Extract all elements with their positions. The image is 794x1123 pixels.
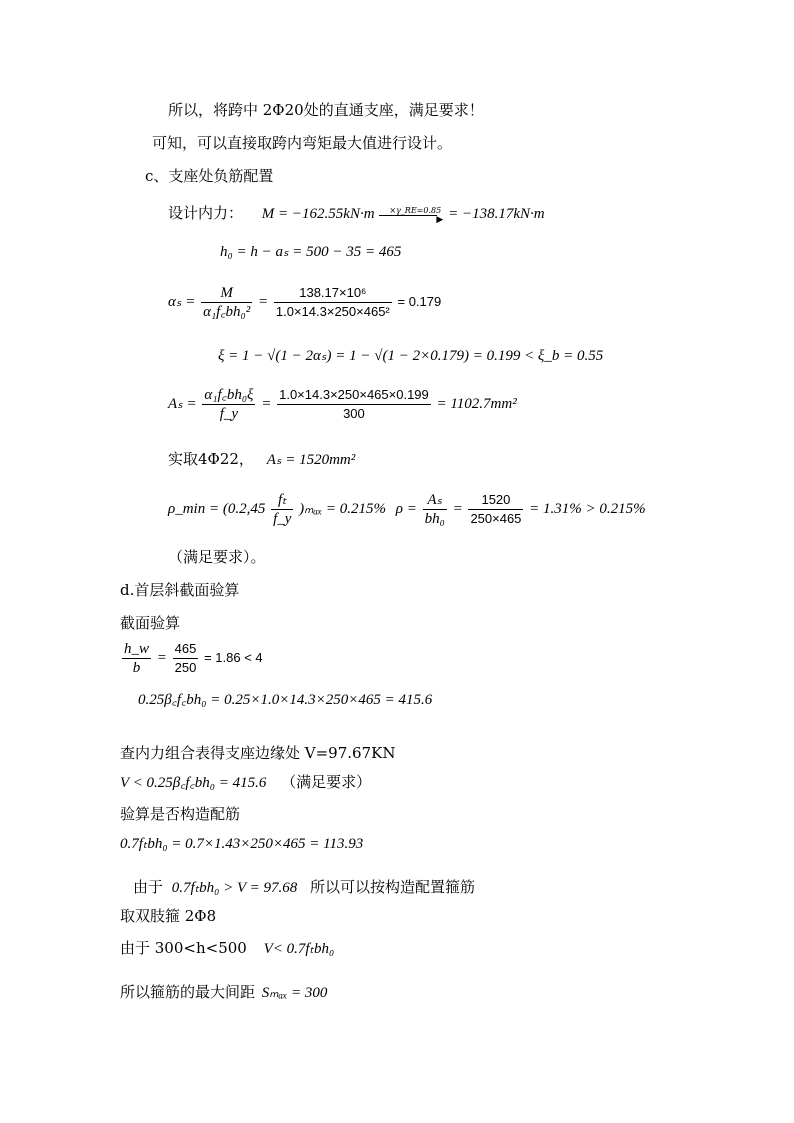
fraction-numerator: 1520 (468, 491, 523, 510)
fraction-numerator: 138.17×10⁶ (274, 284, 392, 303)
fraction-numerator: M (201, 284, 252, 303)
as-lhs: Aₛ = (168, 395, 197, 412)
adopted-rebar-label: 实取4Φ22， (168, 450, 254, 468)
arrow-head-icon: ▶ (436, 215, 444, 225)
fraction-numerator: 1.0×14.3×250×465×0.199 (277, 386, 431, 405)
max-spacing-value: Sₘₐₓ = 300 (261, 985, 328, 1001)
requirement-satisfied-note: （满足要求）。 (168, 548, 266, 566)
shear-capacity-equation: 0.25β꜀f꜀bh₀ = 0.25×1.0×14.3×250×465 = 415.6 (138, 692, 433, 708)
hw-b-ratio-equation (120, 640, 263, 677)
conclusion-line: 所以，将跨中 2Φ20处的直通支座，满足要求！ (168, 101, 484, 119)
fraction-denominator: 250×465 (470, 511, 522, 526)
equals-sign: = (258, 293, 269, 310)
design-force-line (168, 203, 545, 224)
alpha-s-fraction-symbolic (201, 284, 252, 321)
section-check-heading: 截面验算 (120, 614, 181, 632)
fraction-denominator: 250 (174, 660, 197, 675)
fraction-numerator: α₁f꜀bh₀ξ (204, 387, 254, 403)
fraction-numerator: 465 (173, 640, 199, 659)
equals-sign: = (261, 395, 272, 412)
equals-sign: = (452, 500, 463, 517)
fraction-denominator: f_y (273, 511, 292, 527)
as-fraction-symbolic (202, 386, 255, 423)
rho-lhs: ρ = (395, 500, 417, 517)
rho-min-lhs: ρ_min = (0.2,45 (168, 500, 266, 517)
xi-equation: ξ = 1 − √(1 − 2αₛ) = 1 − √(1 − 2×0.179) = 0.199 < ξ_b = 0.55 (218, 348, 604, 364)
stirrup-conclusion-line (133, 877, 475, 898)
rho-numeric-fraction (468, 491, 523, 528)
stirrup-choice-line: 取双肢箍 2Φ8 (120, 907, 217, 925)
max-spacing-line (120, 982, 327, 1003)
design-force-label: 设计内力： (168, 204, 244, 222)
height-range-line (120, 938, 334, 959)
design-note-line: 可知，可以直接取跨内弯矩最大值进行设计。 (152, 134, 453, 152)
equals-sign: = (156, 649, 167, 666)
fraction-numerator: Aₛ (423, 491, 447, 510)
shear-check-result: （满足要求） (281, 773, 372, 791)
shear-force-lookup-line: 查内力组合表得支座边缘处 V=97.67KN (120, 744, 396, 762)
as-equation (168, 386, 517, 423)
fraction-denominator: α₁f꜀bh₀² (203, 304, 251, 320)
reinforcement-ratio-line (168, 491, 646, 528)
moment-result: = −138.17kN·m (448, 206, 545, 222)
shear-compare: V< 0.7fₜbh₀ (263, 941, 335, 957)
fraction-denominator: f_y (219, 406, 239, 422)
fraction-denominator: 1.0×14.3×250×465² (275, 304, 390, 319)
height-range-text: 由于 300<h<500 (120, 939, 247, 957)
fraction-denominator: b (132, 660, 141, 676)
arrow-shaft (379, 215, 437, 216)
effective-depth-equation: h₀ = h − aₛ = 500 − 35 = 465 (220, 244, 402, 260)
as-result: = 1102.7mm² (436, 395, 517, 412)
ft-fy-fraction (271, 491, 293, 528)
construction-check-heading: 验算是否构造配筋 (120, 805, 241, 823)
shear-check-line (120, 772, 371, 793)
reduction-arrow (379, 206, 444, 225)
moment-equation: M = −162.55kN·m (261, 206, 375, 222)
as-fraction-numeric (277, 386, 431, 423)
concrete-shear-equation: 0.7fₜbh₀ = 0.7×1.43×250×465 = 113.93 (120, 836, 364, 852)
since-label: 由于 (133, 878, 164, 896)
alpha-s-equation (168, 284, 441, 321)
shear-check-equation: V < 0.25β꜀f꜀bh₀ = 415.6 (120, 775, 267, 791)
as-bh0-fraction (423, 491, 447, 528)
arrow-label: ×γ_RE=0.85 (389, 206, 442, 215)
stirrup-condition: 0.7fₜbh₀ > V = 97.68 (171, 880, 298, 896)
alpha-s-fraction-numeric (274, 284, 392, 321)
fraction-denominator: 300 (343, 406, 365, 421)
rho-result: = 1.31% > 0.215% (529, 500, 646, 517)
hw-b-result: = 1.86 < 4 (204, 649, 263, 665)
hw-b-numeric-fraction (173, 640, 199, 677)
adopted-rebar-area: Aₛ = 1520mm² (266, 452, 356, 468)
hw-b-fraction (122, 640, 151, 677)
stirrup-conclusion: 所以可以按构造配置箍筋 (310, 878, 476, 896)
adopted-rebar-line (168, 449, 355, 470)
section-heading-d: d.首层斜截面验算 (120, 581, 240, 599)
fraction-numerator: fₜ (271, 491, 293, 510)
fraction-denominator: bh₀ (424, 511, 445, 527)
fraction-numerator: h_w (124, 641, 150, 657)
rho-min-result: )ₘₐₓ = 0.215% (299, 500, 387, 517)
section-heading-c: c、支座处负筋配置 (145, 167, 274, 185)
alpha-s-result: = 0.179 (397, 293, 442, 309)
max-spacing-label: 所以箍筋的最大间距 (120, 983, 256, 1001)
alpha-s-lhs: αₛ = (168, 293, 196, 310)
